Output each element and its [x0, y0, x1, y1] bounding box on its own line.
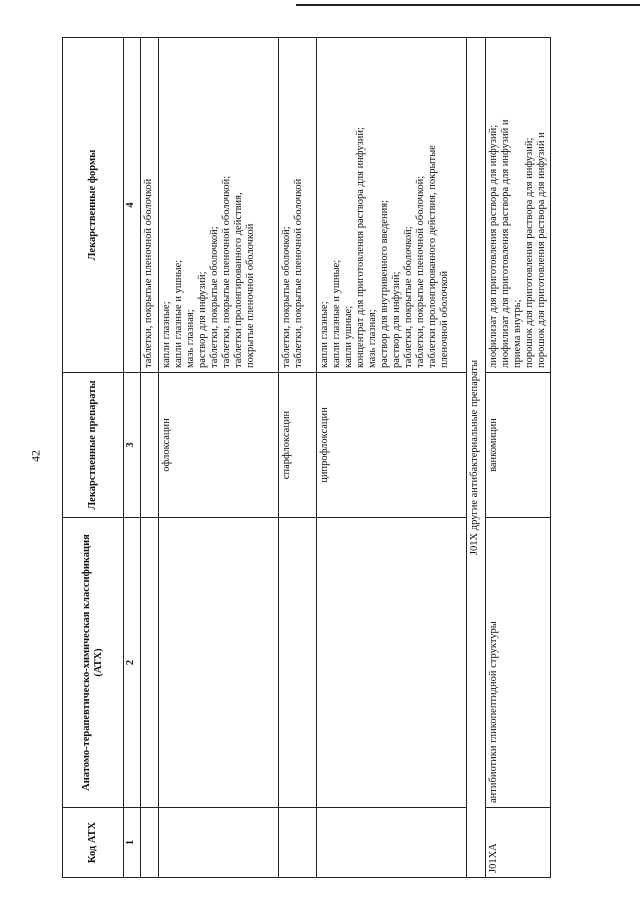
cell-classification: [317, 518, 467, 808]
table-row: [317, 38, 467, 878]
cell-forms: таблетки, покрытые оболочкой; таблетки, покрытые пленочной оболочкой: [279, 38, 317, 373]
top-rule: [296, 4, 640, 6]
cell-drug: [141, 373, 159, 518]
page-number: 42: [28, 450, 43, 462]
header-row: [63, 38, 124, 878]
cell-classification: антибиотики гликопептидной структуры: [486, 518, 551, 808]
column-number: 2: [124, 518, 141, 808]
cell-code: [159, 808, 279, 878]
header-code: Код АТХ: [63, 808, 124, 878]
cell-forms: таблетки, покрытые пленочной оболочкой: [141, 38, 159, 373]
section-row: [467, 38, 486, 878]
cell-drug: ванкомицин: [486, 373, 551, 518]
table-row: [486, 38, 551, 878]
table-row: [141, 38, 159, 878]
column-number: 3: [124, 373, 141, 518]
table-row: [279, 38, 317, 878]
column-number: 4: [124, 38, 141, 373]
cell-classification: [159, 518, 279, 808]
cell-code: [317, 808, 467, 878]
header-forms: Лекарственные формы: [63, 38, 124, 373]
cell-drug: офлоксацин: [159, 373, 279, 518]
atc-table: [62, 37, 551, 878]
column-number-row: [124, 38, 141, 878]
cell-code: J01XA: [486, 808, 551, 878]
cell-forms: капли глазные; капли глазные и ушные; капли ушные; концентрат для приготовления раствора для инфузий; мазь глазная; раствор для внутривенного введения; раствор для инфузий; таблетки, покрытые оболочкой; таблетки, покрытые пленочной оболочкой; таблетки пролонгированного действия, покрытые пленочной оболочкой: [317, 38, 467, 373]
rotated-page: [62, 38, 580, 878]
table-row: [159, 38, 279, 878]
column-number: 1: [124, 808, 141, 878]
header-classification: Анатомо-терапевтическо-химическая классификация (АТХ): [63, 518, 124, 808]
cell-classification: [141, 518, 159, 808]
section-heading: J01X другие антибактериальные препараты: [467, 38, 486, 878]
header-drugs: Лекарственные препараты: [63, 373, 124, 518]
cell-code: [279, 808, 317, 878]
cell-forms: капли глазные; капли глазные и ушные; мазь глазная; раствор для инфузий; таблетки, покрытые оболочкой; таблетки, покрытые пленочной оболочкой; таблетки пролонгированного действия, покрытые пленочной оболочкой: [159, 38, 279, 373]
cell-code: [141, 808, 159, 878]
cell-classification: [279, 518, 317, 808]
cell-drug: ципрофлоксацин: [317, 373, 467, 518]
cell-forms: лиофилизат для приготовления раствора для инфузий; лиофилизат для приготовления раствора для инфузий и приема внутрь; порошок для приготовления раствора для инфузий; порошок для приготовления раствора для инфузий и: [486, 38, 551, 373]
cell-drug: спарфлоксацин: [279, 373, 317, 518]
